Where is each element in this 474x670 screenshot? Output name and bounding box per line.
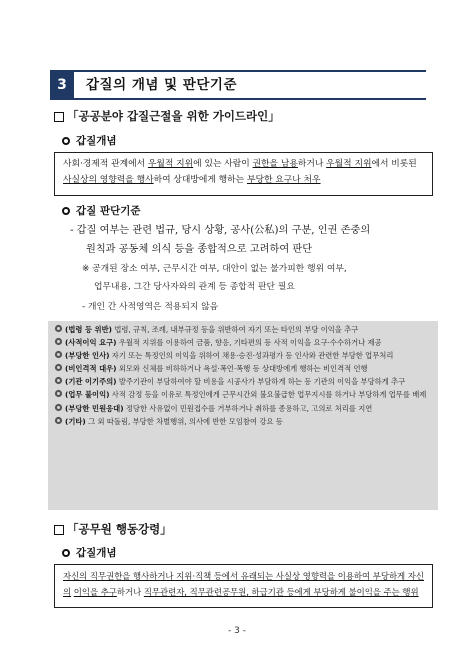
definition-box: 사회·경제적 관계에서 우월적 지위에 있는 사람이 권한을 남용하거나 우월적 지위에서 비롯된 사실상의 영향력을 행사하여 상대방에게 행하는 부당한 요구나 처우 [54,152,433,196]
type-item [54,323,432,336]
gear-bullet-icon [54,389,63,398]
gear-bullet-icon [54,350,63,359]
criteria-line-1: - 갑질 여부는 관련 법규, 당시 상황, 공사(公私)의 구분, 인권 존중의 [70,225,371,236]
type-label: (부당한 인사) [65,351,110,361]
type-item [54,415,432,428]
type-label: (기관 이기주의) [65,377,117,387]
gear-bullet-icon [54,363,63,372]
concept-label-text: 갑질개념 [76,135,117,147]
type-item [54,362,432,375]
type-item [54,375,432,388]
type-text: 발주기관이 부담하여야 할 비용을 시공사가 부담하게 하는 등 기관의 이익을 부당하게 추구 [116,377,406,387]
concept-label [62,133,117,148]
circle-bullet-icon [62,137,70,145]
section-number: 3 [50,72,74,98]
criteria-line-2: 원칙과 공동체 의식 등을 종합적으로 고려하여 판단 [86,244,313,255]
circle-bullet-icon [62,549,70,557]
code-concept-label-text: 갑질개념 [76,547,117,559]
type-text: 우월적 지위를 이용하여 금품, 향응, 기타편의 등 사적 이익을 요구·수수하거나 제공 [116,338,382,348]
section-title: 갑질의 개념 및 판단기준 [86,77,238,93]
gear-bullet-icon [54,324,63,333]
type-text: 그 외 따돌림, 부당한 차별행위, 의사에 반한 모임참여 강요 등 [85,416,283,426]
code-definition-box: 자신의 직무권한을 행사하거나 지위·직책 등에서 유래되는 사실상 영향력을 이용하여 부당하게 자신의 이익을 추구하거나 직무관련자, 직무관련공무원, 하급기관 등에게 부당하게 불이익을 주는 행위 [54,564,433,608]
types-list [54,323,432,428]
gear-bullet-icon [54,416,63,425]
type-label: (사적이익 요구) [65,338,117,348]
note-line-2: 업무내용, 그간 당사자와의 관계 등 종합적 판단 필요 [94,282,295,292]
type-text: 외모와 신체를 비하하거나 욕설·폭언·폭행 등 상대방에게 행하는 비인격적 언행 [116,364,368,374]
gear-bullet-icon [54,403,63,412]
gear-bullet-icon [54,337,63,346]
type-item [54,402,432,415]
type-text: 정당한 사유없이 민원접수를 거부하거나 취하를 종용하고, 고의로 처리를 지연 [123,403,373,413]
criteria-label-text: 갑질 판단기준 [76,205,141,217]
square-bullet-icon [54,112,64,122]
type-label: (업무 불이익) [65,390,110,400]
types-box [48,321,438,510]
type-label: (비인격적 대우) [65,364,117,374]
code-concept-label [62,545,117,560]
square-bullet-icon [54,525,64,535]
type-label: (법령 등 위반) [65,325,112,334]
guideline-heading [54,108,280,124]
code-heading [54,521,172,537]
type-item [54,388,432,401]
type-label: (부당한 민원응대) [65,403,124,413]
section-header [50,70,426,100]
type-text: 법령, 규칙, 조례, 내부규정 등을 위반하여 자기 또는 타인의 부당 이익을 추구 [112,325,359,334]
type-text: 자기 또는 특정인의 이익을 위하여 채용·승진·성과평가 등 인사와 관련한 부당한 업무처리 [109,351,394,361]
circle-bullet-icon [62,207,70,215]
type-text: 사적 감정 등을 이유로 특정인에게 근무시간외 불요불급한 업무지시를 하거나 부당하게 업무를 배제 [109,390,427,400]
page-number: - 3 - [228,626,246,636]
guideline-heading-text: 「공공분야 갑질근절을 위한 가이드라인」 [67,109,280,123]
type-item [54,336,432,349]
code-heading-text: 「공무원 행동강령」 [67,522,172,536]
criteria-label [62,203,141,218]
type-item [54,349,432,362]
type-label: (기타) [65,416,86,426]
gear-bullet-icon [54,376,63,385]
note-line-1: ※ 공개된 장소 여부, 근무시간 여부, 대안이 없는 불가피한 행위 여부, [82,264,347,274]
private-excluded: - 개인 간 사적영역은 적용되지 않음 [82,302,219,312]
